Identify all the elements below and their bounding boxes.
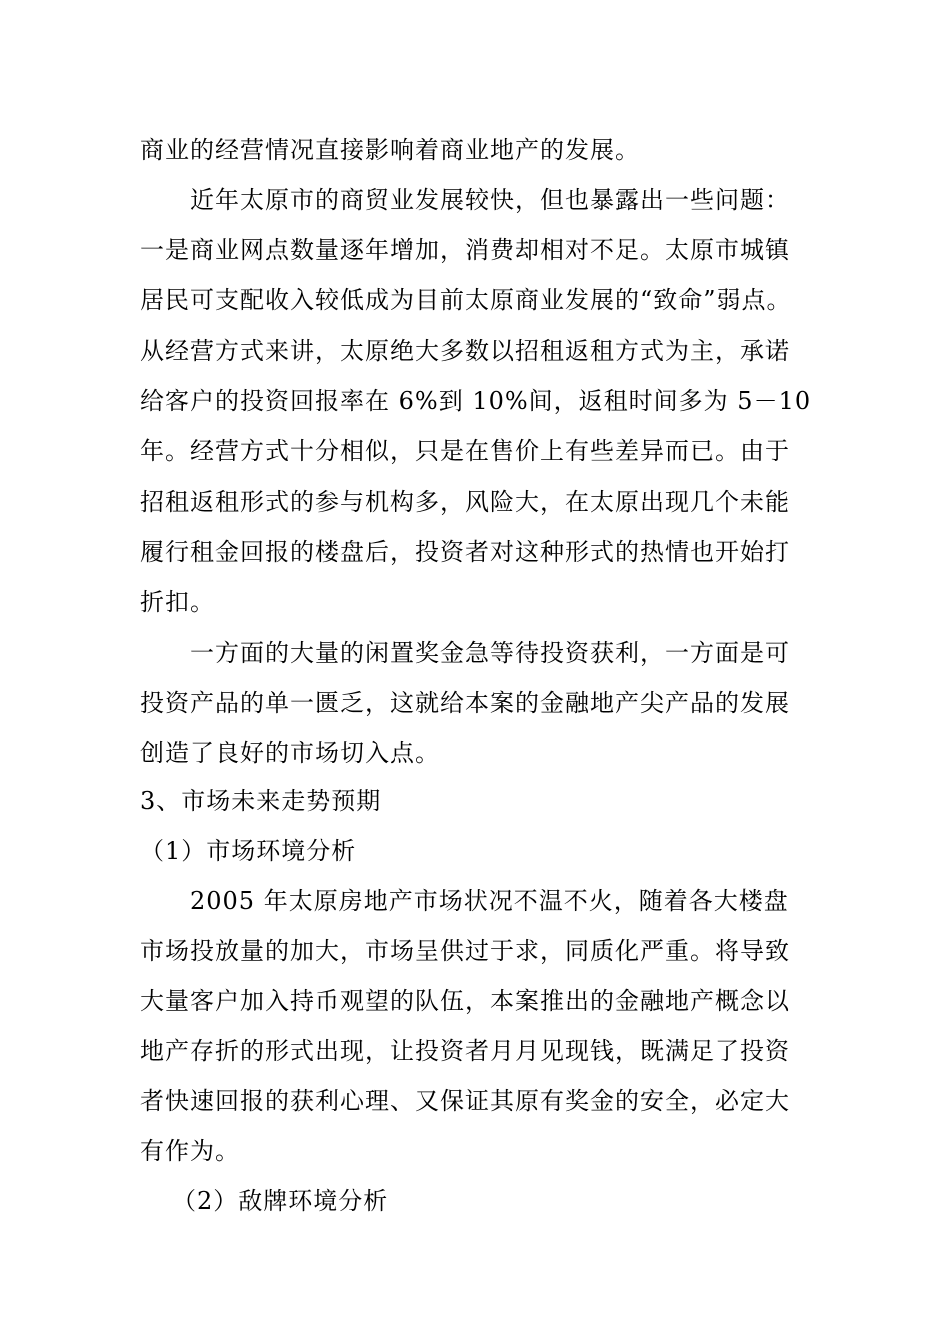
text-line-3: 一是商业网点数量逐年增加，消费却相对不足。太原市城镇 — [140, 236, 790, 264]
text-line-18: 大量客户加入持币观望的队伍，本案推出的金融地产概念以 — [140, 987, 790, 1015]
text-line-13: 创造了良好的市场切入点。 — [140, 739, 440, 767]
text-line-16: 2005 年太原房地产市场状况不温不火，随着各大楼盘 — [190, 887, 789, 915]
text-line-10: 折扣。 — [140, 588, 215, 616]
text-line-11: 一方面的大量的闲置奖金急等待投资获利，一方面是可 — [190, 639, 790, 667]
subheading-1: （1）市场环境分析 — [140, 837, 357, 865]
section-heading-3: 3、市场未来走势预期 — [140, 787, 382, 815]
text-line-21: 有作为。 — [140, 1137, 240, 1165]
text-line-19: 地产存折的形式出现，让投资者月月见现钱，既满足了投资 — [140, 1037, 790, 1065]
text-line-8: 招租返租形式的参与机构多，风险大，在太原出现几个未能 — [140, 488, 790, 516]
text-line-17: 市场投放量的加大，市场呈供过于求，同质化严重。将导致 — [140, 937, 790, 965]
text-line-1: 商业的经营情况直接影响着商业地产的发展。 — [140, 136, 640, 164]
text-line-9: 履行租金回报的楼盘后，投资者对这种形式的热情也开始打 — [140, 538, 790, 566]
text-line-2: 近年太原市的商贸业发展较快，但也暴露出一些问题： — [190, 186, 790, 214]
text-line-5: 从经营方式来讲，太原绝大多数以招租返租方式为主，承诺 — [140, 337, 790, 365]
text-line-20: 者快速回报的获利心理、又保证其原有奖金的安全，必定大 — [140, 1087, 790, 1115]
subheading-2: （2）敌牌环境分析 — [172, 1187, 389, 1215]
text-line-4: 居民可支配收入较低成为目前太原商业发展的“致命”弱点。 — [140, 286, 792, 314]
text-line-12: 投资产品的单一匮乏，这就给本案的金融地产尖产品的发展 — [140, 689, 790, 717]
text-line-6: 给客户的投资回报率在 6%到 10%间，返租时间多为 5－10 — [140, 387, 812, 415]
text-line-7: 年。经营方式十分相似，只是在售价上有些差异而已。由于 — [140, 437, 790, 465]
